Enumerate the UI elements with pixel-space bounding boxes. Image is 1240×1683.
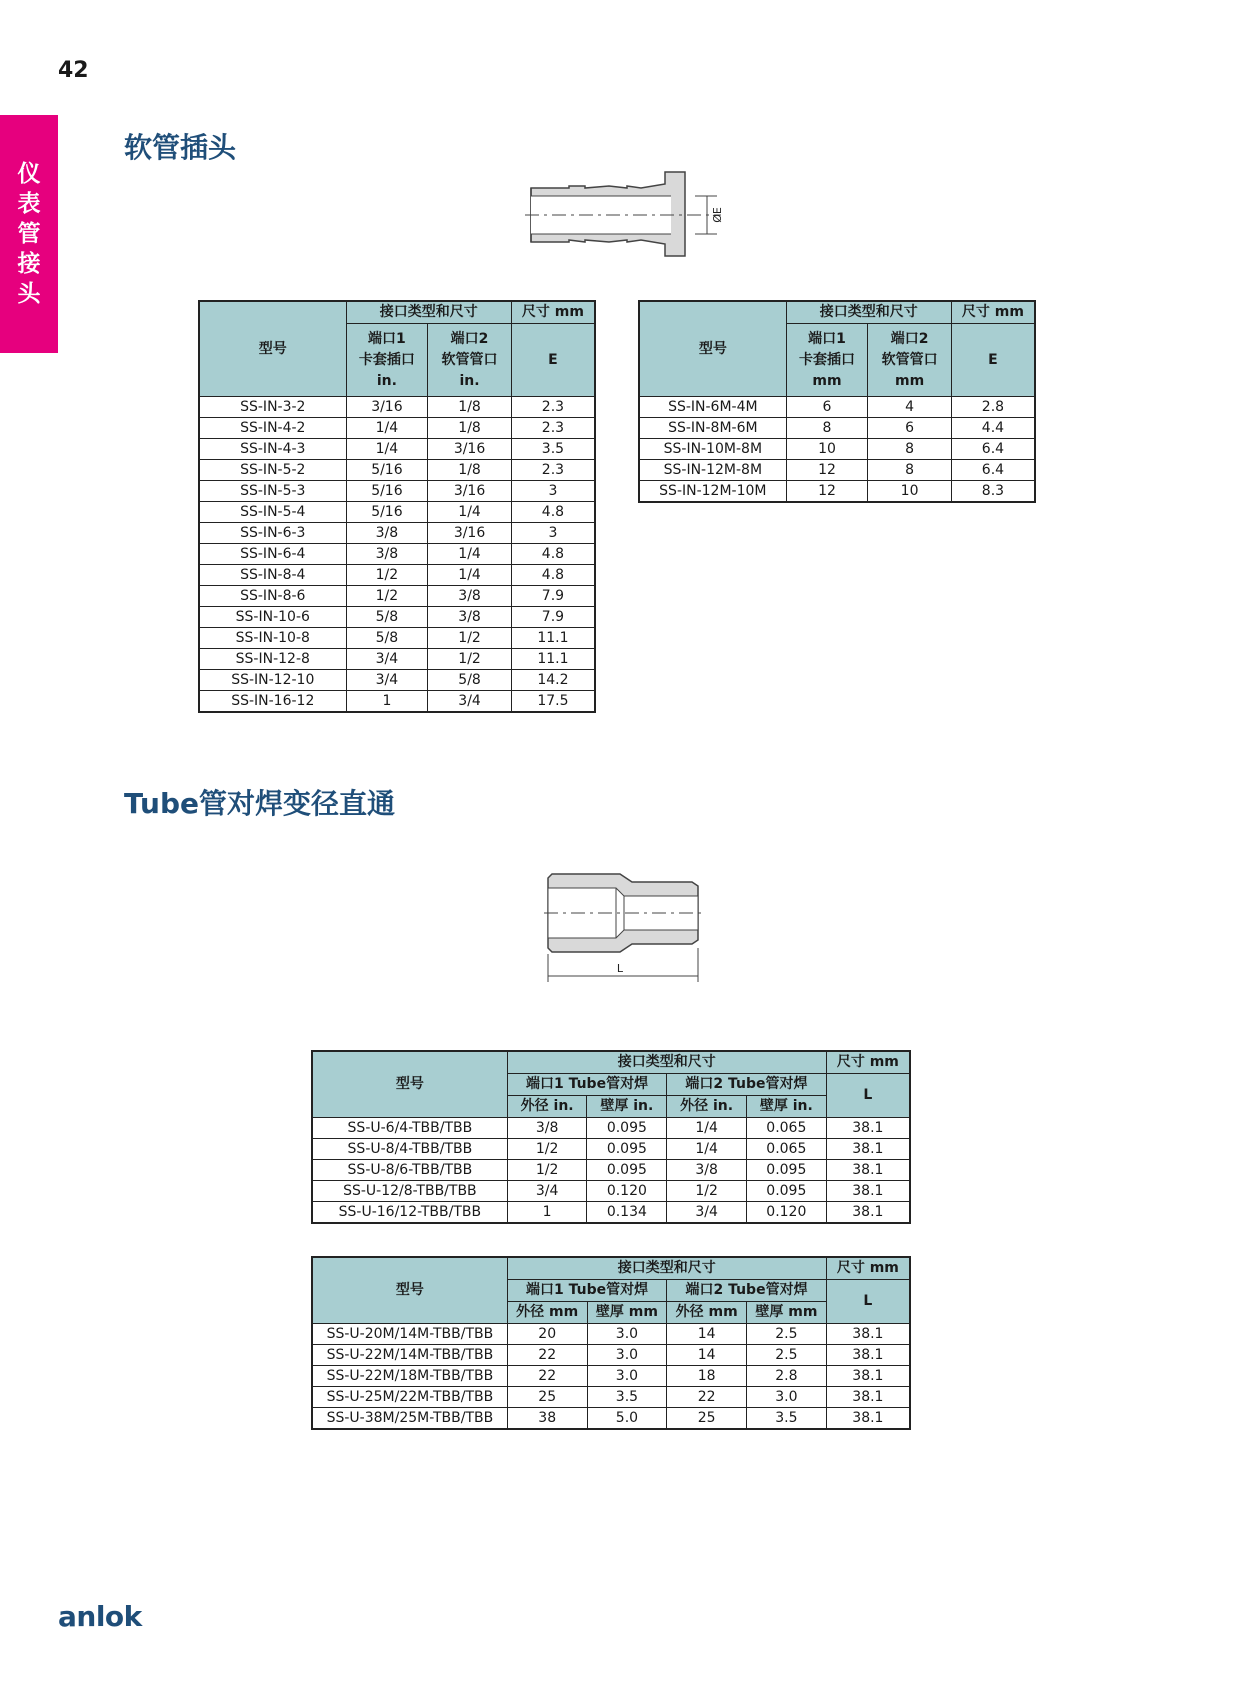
header-od: 外径 mm (507, 1302, 587, 1324)
table-row (199, 502, 595, 523)
header-line: mm (812, 372, 842, 389)
value-cell: 3 (511, 481, 595, 502)
value-cell: 1/4 (667, 1139, 747, 1160)
value-cell: 2.3 (511, 397, 595, 418)
model-cell: SS-IN-6M-4M (639, 397, 786, 418)
side-tab-char: 头 (17, 281, 41, 307)
table-row (199, 481, 595, 502)
table-body (639, 397, 1035, 503)
header-e: E (951, 324, 1035, 397)
table-row (639, 460, 1035, 481)
model-cell: SS-U-20M/14M-TBB/TBB (312, 1324, 507, 1345)
table-row (312, 1408, 910, 1430)
side-category-tab (0, 115, 58, 353)
value-cell: 12 (786, 481, 868, 503)
value-cell: 0.120 (587, 1181, 667, 1202)
butt-weld-metric-table (311, 1256, 911, 1430)
table-body (199, 397, 595, 713)
header-line: 端口2 (890, 330, 929, 347)
model-cell: SS-U-8/4-TBB/TBB (312, 1139, 507, 1160)
table-row (199, 523, 595, 544)
value-cell: 1/2 (428, 628, 512, 649)
table-row (312, 1139, 910, 1160)
table-body (312, 1118, 910, 1224)
header-connection-group: 接口类型和尺寸 (346, 301, 511, 324)
value-cell: 5/8 (346, 607, 428, 628)
model-cell: SS-IN-6-3 (199, 523, 346, 544)
header-od: 外径 in. (667, 1096, 747, 1118)
value-cell: 3.0 (587, 1345, 667, 1366)
value-cell: 25 (667, 1408, 747, 1430)
model-cell: SS-IN-8M-6M (639, 418, 786, 439)
value-cell: 0.095 (746, 1160, 826, 1181)
value-cell: 1/4 (667, 1118, 747, 1139)
value-cell: 38.1 (826, 1387, 910, 1408)
table-row (312, 1324, 910, 1345)
value-cell: 14.2 (511, 670, 595, 691)
value-cell: 18 (667, 1366, 747, 1387)
value-cell: 1 (507, 1202, 587, 1224)
table-row (639, 481, 1035, 503)
value-cell: 2.3 (511, 460, 595, 481)
model-cell: SS-IN-10-6 (199, 607, 346, 628)
value-cell: 3 (511, 523, 595, 544)
header-line: 卡套插口 (358, 351, 415, 368)
value-cell: 11.1 (511, 649, 595, 670)
value-cell: 11.1 (511, 628, 595, 649)
page-number: 42 (58, 58, 89, 83)
diameter-e-label: ØE (711, 207, 724, 223)
value-cell: 3.5 (587, 1387, 667, 1408)
value-cell: 3.0 (587, 1366, 667, 1387)
length-l-label: L (616, 962, 624, 975)
value-cell: 3/8 (428, 586, 512, 607)
table-row (312, 1118, 910, 1139)
table-row (199, 649, 595, 670)
side-tab-char: 管 (17, 221, 41, 247)
header-line: mm (894, 372, 925, 389)
value-cell: 1/2 (507, 1139, 587, 1160)
header-line: 软管管口 (441, 351, 498, 368)
brand-logo: anlok (58, 1600, 142, 1633)
value-cell: 3/8 (667, 1160, 747, 1181)
value-cell: 5/16 (346, 460, 428, 481)
value-cell: 1/8 (428, 397, 512, 418)
header-model: 型号 (639, 301, 786, 397)
model-cell: SS-IN-16-12 (199, 691, 346, 713)
model-cell: SS-U-22M/14M-TBB/TBB (312, 1345, 507, 1366)
header-e: E (511, 324, 595, 397)
model-cell: SS-IN-3-2 (199, 397, 346, 418)
value-cell: 3/4 (346, 670, 428, 691)
value-cell: 38.1 (826, 1139, 910, 1160)
header-port2 (868, 324, 952, 397)
header-line: 端口1 (808, 330, 846, 347)
header-od: 外径 mm (667, 1302, 747, 1324)
butt-weld-reducer-diagram (540, 868, 710, 988)
table-row (312, 1181, 910, 1202)
value-cell: 38.1 (826, 1181, 910, 1202)
header-port2: 端口2 Tube管对焊 (667, 1280, 826, 1302)
value-cell: 2.5 (747, 1345, 827, 1366)
model-cell: SS-IN-4-3 (199, 439, 346, 460)
value-cell: 0.065 (746, 1139, 826, 1160)
value-cell: 8 (786, 418, 868, 439)
model-cell: SS-IN-12M-8M (639, 460, 786, 481)
table-row (199, 397, 595, 418)
value-cell: 2.3 (511, 418, 595, 439)
model-cell: SS-IN-10M-8M (639, 439, 786, 460)
table-row (312, 1160, 910, 1181)
value-cell: 3/16 (428, 523, 512, 544)
model-cell: SS-IN-12-8 (199, 649, 346, 670)
header-l: L (826, 1074, 910, 1118)
value-cell: 3.5 (511, 439, 595, 460)
header-wall: 壁厚 in. (587, 1096, 667, 1118)
model-cell: SS-U-22M/18M-TBB/TBB (312, 1366, 507, 1387)
value-cell: 1/4 (428, 502, 512, 523)
value-cell: 38.1 (826, 1202, 910, 1224)
value-cell: 12 (786, 460, 868, 481)
value-cell: 1/2 (346, 586, 428, 607)
value-cell: 3/16 (346, 397, 428, 418)
table-row (199, 544, 595, 565)
value-cell: 5.0 (587, 1408, 667, 1430)
header-dimension: 尺寸 mm (826, 1051, 910, 1074)
value-cell: 4.8 (511, 565, 595, 586)
header-port2 (428, 324, 512, 397)
header-connection-group: 接口类型和尺寸 (507, 1257, 826, 1280)
value-cell: 38 (507, 1408, 587, 1430)
value-cell: 38.1 (826, 1408, 910, 1430)
value-cell: 1/4 (346, 439, 428, 460)
value-cell: 1/2 (428, 649, 512, 670)
value-cell: 1/4 (428, 544, 512, 565)
model-cell: SS-IN-5-3 (199, 481, 346, 502)
value-cell: 10 (868, 481, 952, 503)
value-cell: 0.095 (587, 1139, 667, 1160)
value-cell: 17.5 (511, 691, 595, 713)
header-port2: 端口2 Tube管对焊 (667, 1074, 826, 1096)
header-wall: 壁厚 mm (747, 1302, 827, 1324)
hose-insert-metric-table (638, 300, 1036, 503)
value-cell: 38.1 (826, 1366, 910, 1387)
table-row (639, 397, 1035, 418)
table-row (312, 1366, 910, 1387)
model-cell: SS-U-6/4-TBB/TBB (312, 1118, 507, 1139)
header-dimension: 尺寸 mm (826, 1257, 910, 1280)
value-cell: 6.4 (951, 439, 1035, 460)
value-cell: 14 (667, 1345, 747, 1366)
model-cell: SS-IN-4-2 (199, 418, 346, 439)
header-connection-group: 接口类型和尺寸 (507, 1051, 826, 1074)
table-row (199, 691, 595, 713)
value-cell: 3.0 (747, 1387, 827, 1408)
value-cell: 7.9 (511, 607, 595, 628)
value-cell: 1/4 (428, 565, 512, 586)
value-cell: 5/16 (346, 502, 428, 523)
value-cell: 3/4 (428, 691, 512, 713)
table-row (312, 1387, 910, 1408)
value-cell: 0.134 (587, 1202, 667, 1224)
value-cell: 20 (507, 1324, 587, 1345)
value-cell: 3/8 (507, 1118, 587, 1139)
value-cell: 4.8 (511, 502, 595, 523)
value-cell: 8.3 (951, 481, 1035, 503)
header-dimension: 尺寸 mm (951, 301, 1035, 324)
value-cell: 3/8 (428, 607, 512, 628)
table-row (639, 439, 1035, 460)
value-cell: 3.5 (747, 1408, 827, 1430)
header-line: 端口2 (450, 330, 489, 347)
header-line: in. (376, 372, 397, 389)
value-cell: 1/4 (346, 418, 428, 439)
model-cell: SS-U-8/6-TBB/TBB (312, 1160, 507, 1181)
hose-insert-inch-table (198, 300, 596, 713)
model-cell: SS-IN-10-8 (199, 628, 346, 649)
section-title-hose-insert: 软管插头 (124, 131, 237, 164)
value-cell: 3/8 (346, 523, 428, 544)
value-cell: 3/16 (428, 481, 512, 502)
model-cell: SS-IN-5-4 (199, 502, 346, 523)
value-cell: 3/4 (507, 1181, 587, 1202)
table-body (312, 1324, 910, 1430)
model-cell: SS-U-25M/22M-TBB/TBB (312, 1387, 507, 1408)
value-cell: 2.5 (747, 1324, 827, 1345)
header-line: 卡套插口 (798, 351, 855, 368)
header-dimension: 尺寸 mm (511, 301, 595, 324)
value-cell: 6.4 (951, 460, 1035, 481)
header-model: 型号 (199, 301, 346, 397)
value-cell: 1/2 (346, 565, 428, 586)
table-row (312, 1202, 910, 1224)
value-cell: 2.8 (747, 1366, 827, 1387)
value-cell: 0.095 (746, 1181, 826, 1202)
value-cell: 1/8 (428, 418, 512, 439)
model-cell: SS-IN-8-4 (199, 565, 346, 586)
section-title-butt-weld-reducer: Tube管对焊变径直通 (124, 787, 395, 820)
value-cell: 38.1 (826, 1324, 910, 1345)
value-cell: 5/8 (428, 670, 512, 691)
table-row (199, 607, 595, 628)
butt-weld-inch-table (311, 1050, 911, 1224)
value-cell: 22 (507, 1345, 587, 1366)
model-cell: SS-IN-6-4 (199, 544, 346, 565)
value-cell: 5/16 (346, 481, 428, 502)
value-cell: 10 (786, 439, 868, 460)
header-port1 (346, 324, 428, 397)
header-line: 软管管口 (881, 351, 938, 368)
header-wall: 壁厚 in. (746, 1096, 826, 1118)
value-cell: 4.4 (951, 418, 1035, 439)
value-cell: 3/8 (346, 544, 428, 565)
header-line: in. (459, 372, 480, 389)
table-row (199, 628, 595, 649)
value-cell: 1/2 (507, 1160, 587, 1181)
table-row (199, 460, 595, 481)
value-cell: 14 (667, 1324, 747, 1345)
header-model: 型号 (312, 1257, 507, 1324)
header-port1: 端口1 Tube管对焊 (507, 1074, 666, 1096)
value-cell: 8 (868, 460, 952, 481)
table-row (199, 439, 595, 460)
value-cell: 22 (667, 1387, 747, 1408)
side-tab-char: 接 (17, 251, 41, 277)
table-row (312, 1345, 910, 1366)
model-cell: SS-U-38M/25M-TBB/TBB (312, 1408, 507, 1430)
hose-insert-diagram (525, 168, 725, 260)
value-cell: 3/4 (667, 1202, 747, 1224)
header-line: 端口1 (368, 330, 406, 347)
table-row (199, 670, 595, 691)
table-row (199, 418, 595, 439)
value-cell: 7.9 (511, 586, 595, 607)
model-cell: SS-U-12/8-TBB/TBB (312, 1181, 507, 1202)
value-cell: 3/16 (428, 439, 512, 460)
value-cell: 38.1 (826, 1118, 910, 1139)
value-cell: 0.120 (746, 1202, 826, 1224)
header-port1 (786, 324, 868, 397)
value-cell: 4.8 (511, 544, 595, 565)
value-cell: 38.1 (826, 1345, 910, 1366)
value-cell: 6 (786, 397, 868, 418)
value-cell: 0.095 (587, 1118, 667, 1139)
value-cell: 22 (507, 1366, 587, 1387)
value-cell: 1/8 (428, 460, 512, 481)
model-cell: SS-IN-12M-10M (639, 481, 786, 503)
header-connection-group: 接口类型和尺寸 (786, 301, 951, 324)
table-row (639, 418, 1035, 439)
value-cell: 38.1 (826, 1160, 910, 1181)
side-tab-char: 表 (17, 191, 41, 217)
header-port1: 端口1 Tube管对焊 (507, 1280, 666, 1302)
header-od: 外径 in. (507, 1096, 587, 1118)
value-cell: 4 (868, 397, 952, 418)
model-cell: SS-IN-8-6 (199, 586, 346, 607)
value-cell: 3/4 (346, 649, 428, 670)
value-cell: 0.065 (746, 1118, 826, 1139)
header-l: L (826, 1280, 910, 1324)
value-cell: 5/8 (346, 628, 428, 649)
model-cell: SS-IN-12-10 (199, 670, 346, 691)
value-cell: 0.095 (587, 1160, 667, 1181)
value-cell: 3.0 (587, 1324, 667, 1345)
value-cell: 1/2 (667, 1181, 747, 1202)
value-cell: 1 (346, 691, 428, 713)
value-cell: 25 (507, 1387, 587, 1408)
value-cell: 2.8 (951, 397, 1035, 418)
table-row (199, 565, 595, 586)
table-row (199, 586, 595, 607)
header-model: 型号 (312, 1051, 507, 1118)
value-cell: 8 (868, 439, 952, 460)
model-cell: SS-IN-5-2 (199, 460, 346, 481)
model-cell: SS-U-16/12-TBB/TBB (312, 1202, 507, 1224)
header-wall: 壁厚 mm (587, 1302, 667, 1324)
value-cell: 6 (868, 418, 952, 439)
side-tab-char: 仪 (17, 161, 41, 187)
